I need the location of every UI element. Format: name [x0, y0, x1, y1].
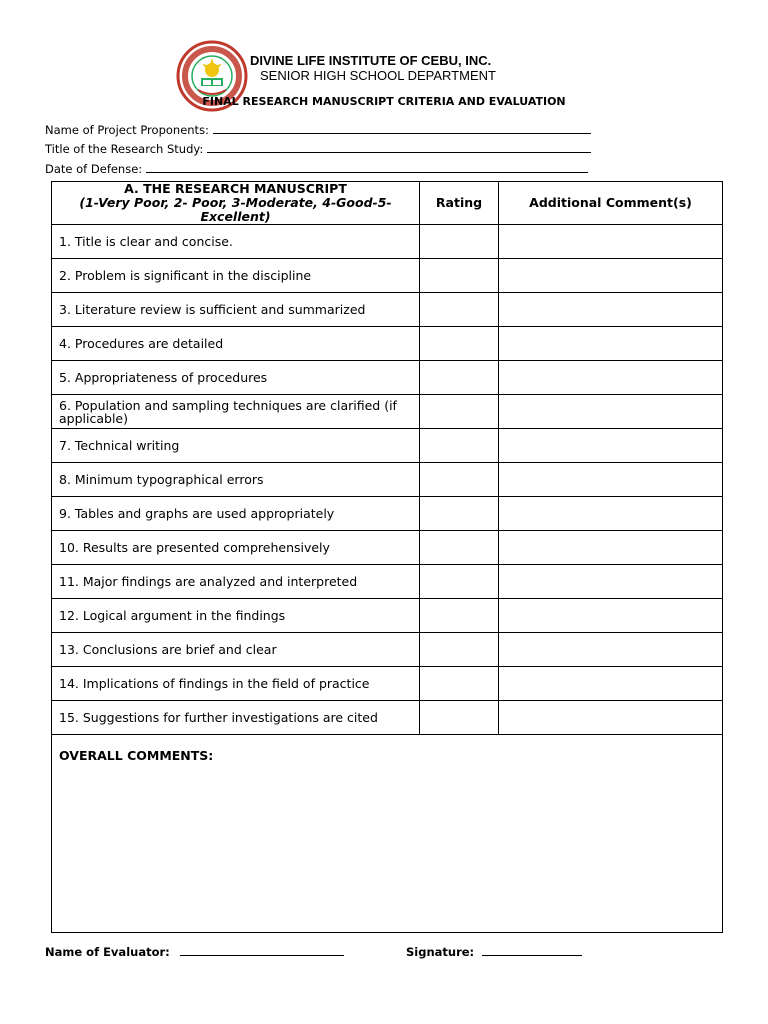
criterion-label: 2. Problem is significant in the discipline [52, 259, 420, 293]
defense-date-blank[interactable] [146, 161, 588, 173]
comment-cell[interactable] [499, 531, 723, 565]
rating-cell[interactable] [420, 361, 499, 395]
comment-cell[interactable] [499, 361, 723, 395]
table-row [52, 395, 723, 429]
comment-cell[interactable] [499, 463, 723, 497]
overall-comments-box[interactable] [52, 735, 723, 933]
comment-cell[interactable] [499, 429, 723, 463]
overall-comments-row [52, 735, 723, 933]
rating-cell[interactable] [420, 599, 499, 633]
comments-header: Additional Comment(s) [499, 182, 723, 225]
criterion-label: 4. Procedures are detailed [52, 327, 420, 361]
comment-cell[interactable] [499, 633, 723, 667]
table-row [52, 701, 723, 735]
signature-line [406, 944, 582, 959]
criterion-label: 14. Implications of findings in the field of practice [52, 667, 420, 701]
rating-cell[interactable] [420, 395, 499, 429]
comment-cell[interactable] [499, 327, 723, 361]
rating-cell[interactable] [420, 225, 499, 259]
section-title: A. THE RESEARCH MANUSCRIPT [124, 181, 347, 196]
criterion-label: 3. Literature review is sufficient and summarized [52, 293, 420, 327]
table-row [52, 327, 723, 361]
rating-cell[interactable] [420, 531, 499, 565]
signature-label: Signature: [406, 945, 475, 959]
comment-cell[interactable] [499, 497, 723, 531]
table-row [52, 463, 723, 497]
criteria-table [51, 181, 723, 933]
evaluator-blank[interactable] [180, 944, 344, 956]
rating-cell[interactable] [420, 327, 499, 361]
comment-cell[interactable] [499, 259, 723, 293]
rating-cell[interactable] [420, 429, 499, 463]
evaluator-label: Name of Evaluator: [45, 945, 170, 959]
criterion-label: 9. Tables and graphs are used appropriately [52, 497, 420, 531]
defense-date-line [45, 161, 588, 176]
table-row [52, 667, 723, 701]
table-row [52, 531, 723, 565]
signature-blank[interactable] [482, 944, 582, 956]
table-header-row [52, 182, 723, 225]
comment-cell[interactable] [499, 701, 723, 735]
table-row [52, 225, 723, 259]
study-title-line [45, 141, 591, 156]
criterion-label: 1. Title is clear and concise. [52, 225, 420, 259]
comment-cell[interactable] [499, 667, 723, 701]
criterion-label: 8. Minimum typographical errors [52, 463, 420, 497]
table-row [52, 599, 723, 633]
criterion-label: 7. Technical writing [52, 429, 420, 463]
comment-cell[interactable] [499, 293, 723, 327]
criterion-label: 6. Population and sampling techniques are clarified (if applicable) [52, 395, 420, 429]
rating-cell[interactable] [420, 463, 499, 497]
proponents-line [45, 122, 591, 137]
rating-cell[interactable] [420, 565, 499, 599]
rating-cell[interactable] [420, 259, 499, 293]
table-row [52, 293, 723, 327]
rating-cell[interactable] [420, 667, 499, 701]
comment-cell[interactable] [499, 225, 723, 259]
rating-cell[interactable] [420, 293, 499, 327]
criterion-label: 12. Logical argument in the findings [52, 599, 420, 633]
comment-cell[interactable] [499, 565, 723, 599]
rating-header: Rating [420, 182, 499, 225]
table-row [52, 259, 723, 293]
criterion-label: 15. Suggestions for further investigations are cited [52, 701, 420, 735]
proponents-blank[interactable] [213, 122, 591, 134]
criterion-label: 10. Results are presented comprehensively [52, 531, 420, 565]
rating-cell[interactable] [420, 633, 499, 667]
section-header [52, 182, 420, 225]
table-row [52, 361, 723, 395]
comment-cell[interactable] [499, 599, 723, 633]
table-row [52, 497, 723, 531]
study-title-blank[interactable] [207, 141, 591, 153]
criterion-label: 11. Major findings are analyzed and interpreted [52, 565, 420, 599]
table-row [52, 633, 723, 667]
rating-scale: (1-Very Poor, 2- Poor, 3-Moderate, 4-Good-5-Excellent) [79, 195, 392, 224]
table-row [52, 565, 723, 599]
table-row [52, 429, 723, 463]
proponents-label: Name of Project Proponents: [45, 123, 209, 137]
evaluator-line [45, 944, 344, 959]
comment-cell[interactable] [499, 395, 723, 429]
rating-cell[interactable] [420, 701, 499, 735]
defense-date-label: Date of Defense: [45, 162, 143, 176]
criterion-label: 5. Appropriateness of procedures [52, 361, 420, 395]
institution-name: DIVINE LIFE INSTITUTE OF CEBU, INC. [250, 53, 492, 68]
rating-cell[interactable] [420, 497, 499, 531]
study-title-label: Title of the Research Study: [45, 142, 204, 156]
department-name: SENIOR HIGH SCHOOL DEPARTMENT [260, 68, 496, 83]
criterion-label: 13. Conclusions are brief and clear [52, 633, 420, 667]
overall-comments-label: OVERALL COMMENTS: [59, 748, 214, 763]
document-title: FINAL RESEARCH MANUSCRIPT CRITERIA AND EVALUATION [202, 95, 566, 108]
